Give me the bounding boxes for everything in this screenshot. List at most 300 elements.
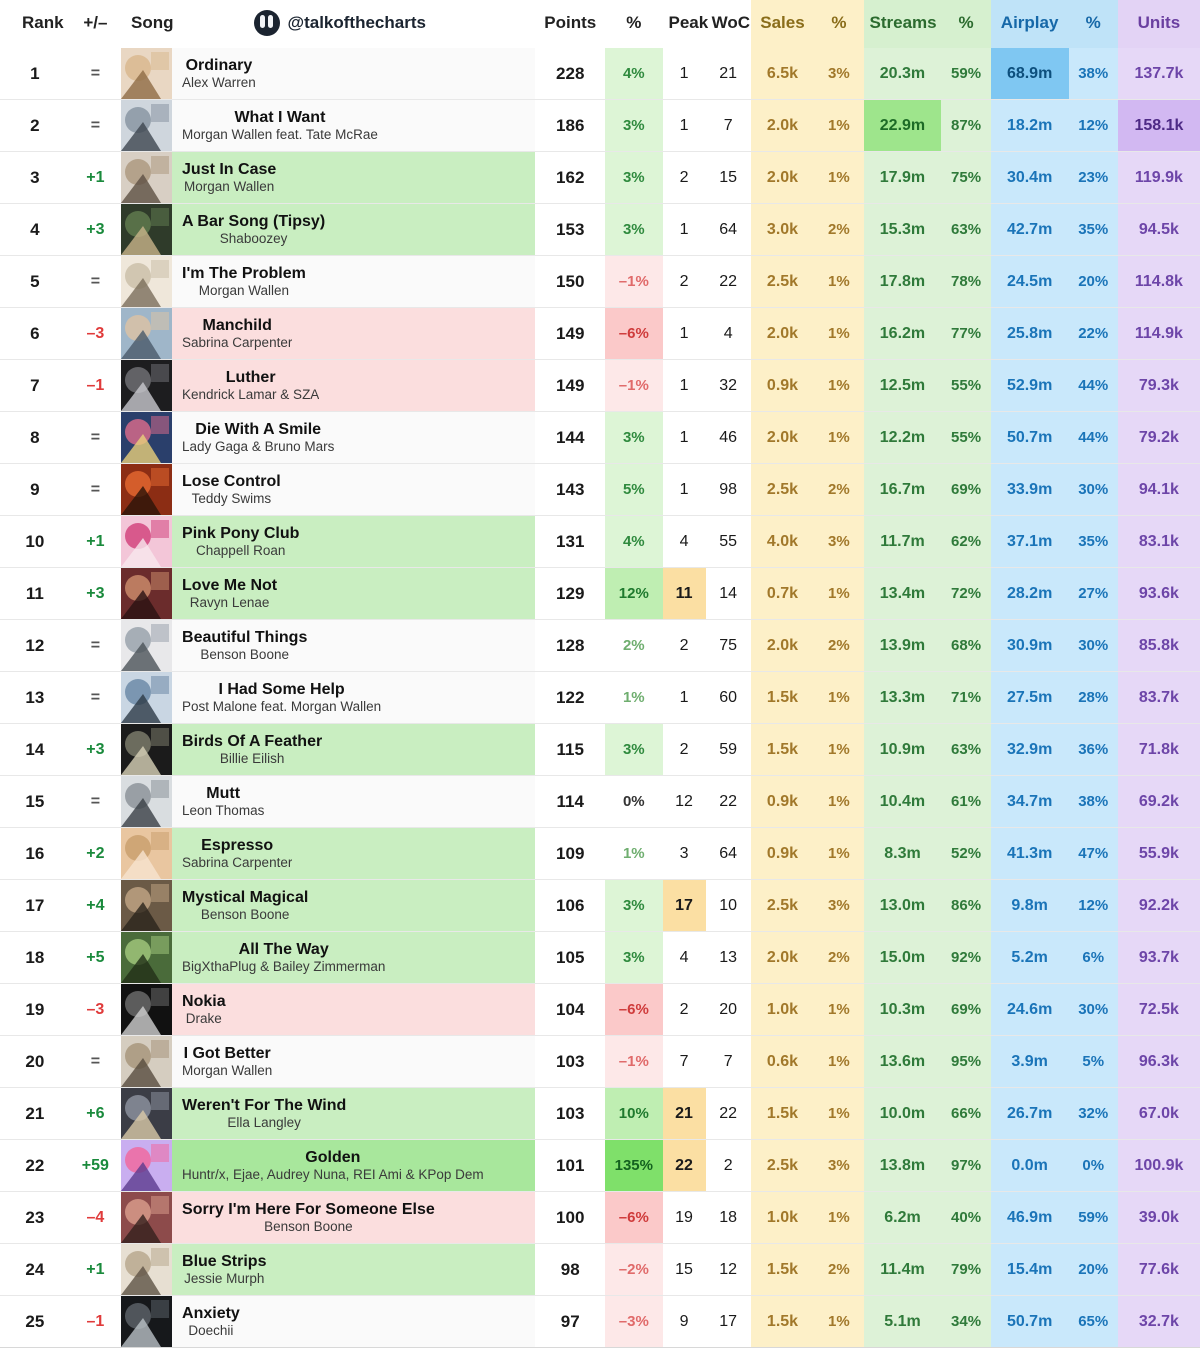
cell-sales-pct: 1% (814, 724, 863, 776)
cell-woc: 7 (706, 1036, 751, 1088)
column-header-points-pct: % (605, 0, 662, 48)
cell-points-pct: –1% (605, 1036, 662, 1088)
song-artist: Huntr/x, Ejae, Audrey Nuna, REI Ami & KPop Dem (182, 1166, 484, 1182)
cell-streams: 15.0m (864, 932, 942, 984)
cell-units: 94.5k (1118, 204, 1200, 256)
album-art (121, 620, 172, 671)
cell-streams-pct: 75% (941, 152, 990, 204)
cell-woc: 20 (706, 984, 751, 1036)
cell-points-pct: 3% (605, 724, 662, 776)
cell-streams: 10.3m (864, 984, 942, 1036)
cell-song[interactable] (121, 724, 535, 776)
cell-units: 96.3k (1118, 1036, 1200, 1088)
cell-streams: 20.3m (864, 48, 942, 100)
cell-streams-pct: 55% (941, 412, 990, 464)
cell-song[interactable] (121, 152, 535, 204)
cell-peak: 21 (663, 1088, 706, 1140)
album-art (121, 880, 172, 931)
headphones-icon (254, 10, 280, 36)
song-artist: Billie Eilish (219, 750, 285, 766)
song-title: All The Way (238, 940, 329, 958)
cell-sales: 1.5k (751, 1244, 815, 1296)
column-header-streams: Streams (864, 0, 942, 48)
cell-song[interactable] (121, 48, 535, 100)
cell-sales-pct: 1% (814, 308, 863, 360)
song-artist: Alex Warren (182, 74, 256, 90)
cell-sales-pct: 1% (814, 1192, 863, 1244)
song-artist: Benson Boone (264, 1218, 353, 1234)
cell-song[interactable] (121, 1088, 535, 1140)
cell-streams-pct: 63% (941, 724, 990, 776)
cell-points: 162 (535, 152, 605, 204)
cell-woc: 46 (706, 412, 751, 464)
cell-rank: 1 (0, 48, 70, 100)
cell-woc: 98 (706, 464, 751, 516)
cell-song[interactable] (121, 1192, 535, 1244)
cell-peak: 1 (663, 204, 706, 256)
album-art (121, 360, 172, 411)
cell-woc: 22 (706, 256, 751, 308)
cell-peak: 15 (663, 1244, 706, 1296)
table-row[interactable] (0, 672, 1200, 724)
album-art (121, 568, 172, 619)
cell-rank: 20 (0, 1036, 70, 1088)
table-row[interactable] (0, 880, 1200, 932)
cell-airplay: 34.7m (991, 776, 1069, 828)
table-row[interactable] (0, 984, 1200, 1036)
cell-woc: 10 (706, 880, 751, 932)
cell-sales: 2.0k (751, 412, 815, 464)
cell-song[interactable] (121, 1296, 535, 1348)
song-title: Beautiful Things (182, 628, 308, 646)
cell-song[interactable] (121, 360, 535, 412)
album-art (121, 932, 172, 983)
cell-airplay-pct: 23% (1069, 152, 1118, 204)
cell-airplay-pct: 28% (1069, 672, 1118, 724)
cell-airplay-pct: 5% (1069, 1036, 1118, 1088)
cell-points-pct: –1% (605, 256, 662, 308)
song-title: I'm The Problem (182, 264, 306, 282)
cell-movement: = (70, 256, 121, 308)
table-row[interactable] (0, 204, 1200, 256)
cell-sales-pct: 2% (814, 1244, 863, 1296)
cell-movement: –1 (70, 360, 121, 412)
cell-airplay-pct: 44% (1069, 412, 1118, 464)
cell-rank: 18 (0, 932, 70, 984)
cell-sales: 1.0k (751, 984, 815, 1036)
album-art (121, 828, 172, 879)
cell-woc: 21 (706, 48, 751, 100)
cell-song[interactable] (121, 776, 535, 828)
cell-units: 69.2k (1118, 776, 1200, 828)
cell-sales-pct: 2% (814, 620, 863, 672)
cell-streams: 10.9m (864, 724, 942, 776)
table-row[interactable] (0, 256, 1200, 308)
album-art (121, 100, 172, 151)
column-header-airplay: Airplay (991, 0, 1069, 48)
table-row[interactable] (0, 828, 1200, 880)
table-row[interactable] (0, 1036, 1200, 1088)
cell-airplay-pct: 47% (1069, 828, 1118, 880)
cell-woc: 7 (706, 100, 751, 152)
cell-points-pct: 4% (605, 48, 662, 100)
cell-points: 106 (535, 880, 605, 932)
cell-song[interactable] (121, 1036, 535, 1088)
cell-airplay-pct: 22% (1069, 308, 1118, 360)
cell-points: 97 (535, 1296, 605, 1348)
cell-units: 158.1k (1118, 100, 1200, 152)
cell-song[interactable] (121, 100, 535, 152)
cell-song[interactable] (121, 984, 535, 1036)
cell-movement: +5 (70, 932, 121, 984)
cell-streams: 12.5m (864, 360, 942, 412)
cell-points: 114 (535, 776, 605, 828)
cell-units: 93.6k (1118, 568, 1200, 620)
song-artist: Sabrina Carpenter (182, 854, 293, 870)
column-header-sales-pct: % (814, 0, 863, 48)
cell-rank: 10 (0, 516, 70, 568)
column-header-points: Points (535, 0, 605, 48)
cell-song[interactable] (121, 880, 535, 932)
cell-units: 92.2k (1118, 880, 1200, 932)
cell-movement: –3 (70, 308, 121, 360)
cell-points: 186 (535, 100, 605, 152)
cell-points: 153 (535, 204, 605, 256)
cell-woc: 14 (706, 568, 751, 620)
cell-woc: 13 (706, 932, 751, 984)
cell-sales-pct: 1% (814, 412, 863, 464)
cell-song[interactable] (121, 1140, 535, 1192)
cell-airplay: 37.1m (991, 516, 1069, 568)
cell-streams-pct: 92% (941, 932, 990, 984)
cell-sales: 6.5k (751, 48, 815, 100)
cell-points: 149 (535, 308, 605, 360)
cell-movement: –3 (70, 984, 121, 1036)
cell-points: 103 (535, 1088, 605, 1140)
table-row[interactable] (0, 724, 1200, 776)
cell-sales: 1.5k (751, 724, 815, 776)
cell-rank: 23 (0, 1192, 70, 1244)
table-row[interactable] (0, 308, 1200, 360)
cell-song[interactable] (121, 1244, 535, 1296)
cell-airplay-pct: 30% (1069, 984, 1118, 1036)
cell-airplay-pct: 30% (1069, 464, 1118, 516)
cell-units: 83.1k (1118, 516, 1200, 568)
cell-song[interactable] (121, 620, 535, 672)
song-title: What I Want (234, 108, 326, 126)
cell-units: 39.0k (1118, 1192, 1200, 1244)
cell-airplay: 27.5m (991, 672, 1069, 724)
table-row[interactable] (0, 1296, 1200, 1348)
cell-airplay: 68.9m (991, 48, 1069, 100)
cell-movement: +1 (70, 516, 121, 568)
column-header-woc: WoC (706, 0, 751, 48)
cell-units: 119.9k (1118, 152, 1200, 204)
column-header-units: Units (1118, 0, 1200, 48)
cell-airplay: 52.9m (991, 360, 1069, 412)
cell-streams-pct: 55% (941, 360, 990, 412)
cell-rank: 2 (0, 100, 70, 152)
album-art (121, 308, 172, 359)
cell-airplay: 28.2m (991, 568, 1069, 620)
cell-sales: 2.5k (751, 1140, 815, 1192)
song-artist: Leon Thomas (182, 802, 265, 818)
cell-streams-pct: 34% (941, 1296, 990, 1348)
cell-airplay: 15.4m (991, 1244, 1069, 1296)
cell-peak: 1 (663, 100, 706, 152)
cell-points: 131 (535, 516, 605, 568)
cell-song[interactable] (121, 828, 535, 880)
song-artist: Jessie Murph (184, 1270, 265, 1286)
cell-rank: 17 (0, 880, 70, 932)
cell-sales-pct: 1% (814, 256, 863, 308)
cell-rank: 22 (0, 1140, 70, 1192)
cell-woc: 75 (706, 620, 751, 672)
song-title: I Had Some Help (218, 680, 345, 698)
song-title: A Bar Song (Tipsy) (182, 212, 326, 230)
cell-airplay: 50.7m (991, 1296, 1069, 1348)
column-header-sales: Sales (751, 0, 815, 48)
cell-sales-pct: 3% (814, 1140, 863, 1192)
cell-woc: 55 (706, 516, 751, 568)
cell-woc: 64 (706, 204, 751, 256)
song-title: Espresso (201, 836, 274, 854)
table-row[interactable] (0, 932, 1200, 984)
cell-points-pct: 135% (605, 1140, 662, 1192)
cell-points-pct: 4% (605, 516, 662, 568)
cell-woc: 32 (706, 360, 751, 412)
cell-streams: 13.9m (864, 620, 942, 672)
cell-points-pct: –6% (605, 1192, 662, 1244)
cell-woc: 12 (706, 1244, 751, 1296)
cell-sales: 0.9k (751, 360, 815, 412)
cell-sales: 0.7k (751, 568, 815, 620)
cell-sales-pct: 1% (814, 1296, 863, 1348)
cell-airplay-pct: 65% (1069, 1296, 1118, 1348)
album-art (121, 152, 172, 203)
song-artist: Post Malone feat. Morgan Wallen (182, 698, 382, 714)
song-title: Anxiety (182, 1304, 240, 1322)
table-row[interactable] (0, 412, 1200, 464)
cell-sales: 1.5k (751, 672, 815, 724)
cell-points-pct: 3% (605, 204, 662, 256)
column-header-song-label: Song (131, 13, 174, 32)
cell-sales-pct: 3% (814, 48, 863, 100)
cell-points-pct: 0% (605, 776, 662, 828)
cell-streams-pct: 66% (941, 1088, 990, 1140)
cell-song[interactable] (121, 256, 535, 308)
cell-sales-pct: 1% (814, 568, 863, 620)
table-row[interactable] (0, 516, 1200, 568)
cell-peak: 2 (663, 984, 706, 1036)
album-art (121, 1140, 172, 1191)
cell-song[interactable] (121, 464, 535, 516)
cell-airplay: 30.4m (991, 152, 1069, 204)
album-art (121, 724, 172, 775)
cell-points: 103 (535, 1036, 605, 1088)
cell-airplay-pct: 35% (1069, 204, 1118, 256)
cell-airplay: 26.7m (991, 1088, 1069, 1140)
cell-airplay-pct: 59% (1069, 1192, 1118, 1244)
table-row[interactable] (0, 360, 1200, 412)
table-row[interactable] (0, 1088, 1200, 1140)
cell-peak: 2 (663, 256, 706, 308)
cell-movement: –4 (70, 1192, 121, 1244)
cell-units: 67.0k (1118, 1088, 1200, 1140)
cell-airplay-pct: 20% (1069, 1244, 1118, 1296)
cell-units: 77.6k (1118, 1244, 1200, 1296)
table-row[interactable] (0, 1244, 1200, 1296)
cell-peak: 2 (663, 152, 706, 204)
cell-song[interactable] (121, 204, 535, 256)
cell-points: 122 (535, 672, 605, 724)
table-row[interactable] (0, 620, 1200, 672)
cell-sales: 1.5k (751, 1296, 815, 1348)
cell-streams: 11.7m (864, 516, 942, 568)
song-title: Lose Control (182, 472, 281, 490)
cell-points-pct: –1% (605, 360, 662, 412)
cell-song[interactable] (121, 516, 535, 568)
cell-points-pct: –2% (605, 1244, 662, 1296)
cell-streams-pct: 59% (941, 48, 990, 100)
cell-peak: 11 (663, 568, 706, 620)
cell-song[interactable] (121, 308, 535, 360)
cell-rank: 16 (0, 828, 70, 880)
song-artist: Morgan Wallen (182, 1062, 273, 1078)
song-title: Love Me Not (182, 576, 278, 594)
cell-peak: 1 (663, 48, 706, 100)
table-row[interactable] (0, 776, 1200, 828)
cell-sales-pct: 1% (814, 672, 863, 724)
cell-streams-pct: 68% (941, 620, 990, 672)
cell-streams: 11.4m (864, 1244, 942, 1296)
cell-points: 150 (535, 256, 605, 308)
cell-units: 114.9k (1118, 308, 1200, 360)
cell-peak: 2 (663, 620, 706, 672)
cell-airplay: 50.7m (991, 412, 1069, 464)
cell-sales: 2.0k (751, 100, 815, 152)
column-header-song (121, 0, 535, 48)
cell-points: 109 (535, 828, 605, 880)
album-art (121, 1192, 172, 1243)
table-row[interactable] (0, 1140, 1200, 1192)
cell-streams: 10.4m (864, 776, 942, 828)
cell-rank: 9 (0, 464, 70, 516)
cell-sales: 2.5k (751, 256, 815, 308)
cell-sales-pct: 1% (814, 360, 863, 412)
cell-streams: 13.8m (864, 1140, 942, 1192)
cell-points: 149 (535, 360, 605, 412)
cell-sales-pct: 1% (814, 1036, 863, 1088)
cell-woc: 17 (706, 1296, 751, 1348)
cell-sales-pct: 1% (814, 776, 863, 828)
cell-points-pct: 1% (605, 828, 662, 880)
cell-points: 105 (535, 932, 605, 984)
cell-airplay: 30.9m (991, 620, 1069, 672)
cell-streams: 12.2m (864, 412, 942, 464)
cell-sales: 1.5k (751, 1088, 815, 1140)
cell-streams-pct: 63% (941, 204, 990, 256)
song-title: Manchild (202, 316, 272, 334)
cell-airplay: 33.9m (991, 464, 1069, 516)
song-title: Mystical Magical (182, 888, 309, 906)
song-title: Pink Pony Club (182, 524, 300, 542)
cell-woc: 64 (706, 828, 751, 880)
cell-sales-pct: 1% (814, 828, 863, 880)
cell-points-pct: 3% (605, 412, 662, 464)
table-row[interactable] (0, 100, 1200, 152)
table-row[interactable] (0, 568, 1200, 620)
table-row[interactable] (0, 48, 1200, 100)
cell-sales: 2.0k (751, 620, 815, 672)
cell-airplay-pct: 0% (1069, 1140, 1118, 1192)
cell-streams-pct: 78% (941, 256, 990, 308)
cell-peak: 17 (663, 880, 706, 932)
cell-airplay: 18.2m (991, 100, 1069, 152)
cell-units: 137.7k (1118, 48, 1200, 100)
cell-points-pct: –3% (605, 1296, 662, 1348)
cell-airplay: 42.7m (991, 204, 1069, 256)
cell-woc: 22 (706, 776, 751, 828)
cell-peak: 1 (663, 672, 706, 724)
cell-song[interactable] (121, 932, 535, 984)
cell-sales-pct: 2% (814, 932, 863, 984)
song-artist: Kendrick Lamar & SZA (182, 386, 320, 402)
cell-streams: 17.9m (864, 152, 942, 204)
cell-points: 115 (535, 724, 605, 776)
cell-song[interactable] (121, 568, 535, 620)
table-row[interactable] (0, 1192, 1200, 1244)
cell-rank: 3 (0, 152, 70, 204)
album-art (121, 1036, 172, 1087)
cell-movement: = (70, 776, 121, 828)
cell-units: 79.3k (1118, 360, 1200, 412)
cell-streams: 17.8m (864, 256, 942, 308)
cell-song[interactable] (121, 412, 535, 464)
cell-sales-pct: 1% (814, 1088, 863, 1140)
cell-airplay-pct: 38% (1069, 48, 1118, 100)
table-row[interactable] (0, 464, 1200, 516)
column-header-streams-pct: % (941, 0, 990, 48)
cell-movement: = (70, 100, 121, 152)
cell-sales-pct: 2% (814, 464, 863, 516)
cell-peak: 4 (663, 516, 706, 568)
cell-units: 93.7k (1118, 932, 1200, 984)
cell-woc: 18 (706, 1192, 751, 1244)
column-header-movement: +/– (70, 0, 121, 48)
album-art (121, 516, 172, 567)
song-title: Blue Strips (182, 1252, 267, 1270)
cell-song[interactable] (121, 672, 535, 724)
song-title: Just In Case (182, 160, 277, 178)
column-header-peak: Peak (663, 0, 706, 48)
album-art (121, 256, 172, 307)
cell-peak: 1 (663, 464, 706, 516)
cell-rank: 14 (0, 724, 70, 776)
cell-units: 94.1k (1118, 464, 1200, 516)
cell-points: 98 (535, 1244, 605, 1296)
album-art (121, 204, 172, 255)
cell-points-pct: 1% (605, 672, 662, 724)
cell-airplay-pct: 32% (1069, 1088, 1118, 1140)
cell-rank: 4 (0, 204, 70, 256)
cell-sales: 2.5k (751, 880, 815, 932)
cell-sales: 0.9k (751, 828, 815, 880)
cell-sales: 0.9k (751, 776, 815, 828)
table-row[interactable] (0, 152, 1200, 204)
cell-streams: 6.2m (864, 1192, 942, 1244)
brand-handle: @talkofthecharts (287, 13, 426, 32)
